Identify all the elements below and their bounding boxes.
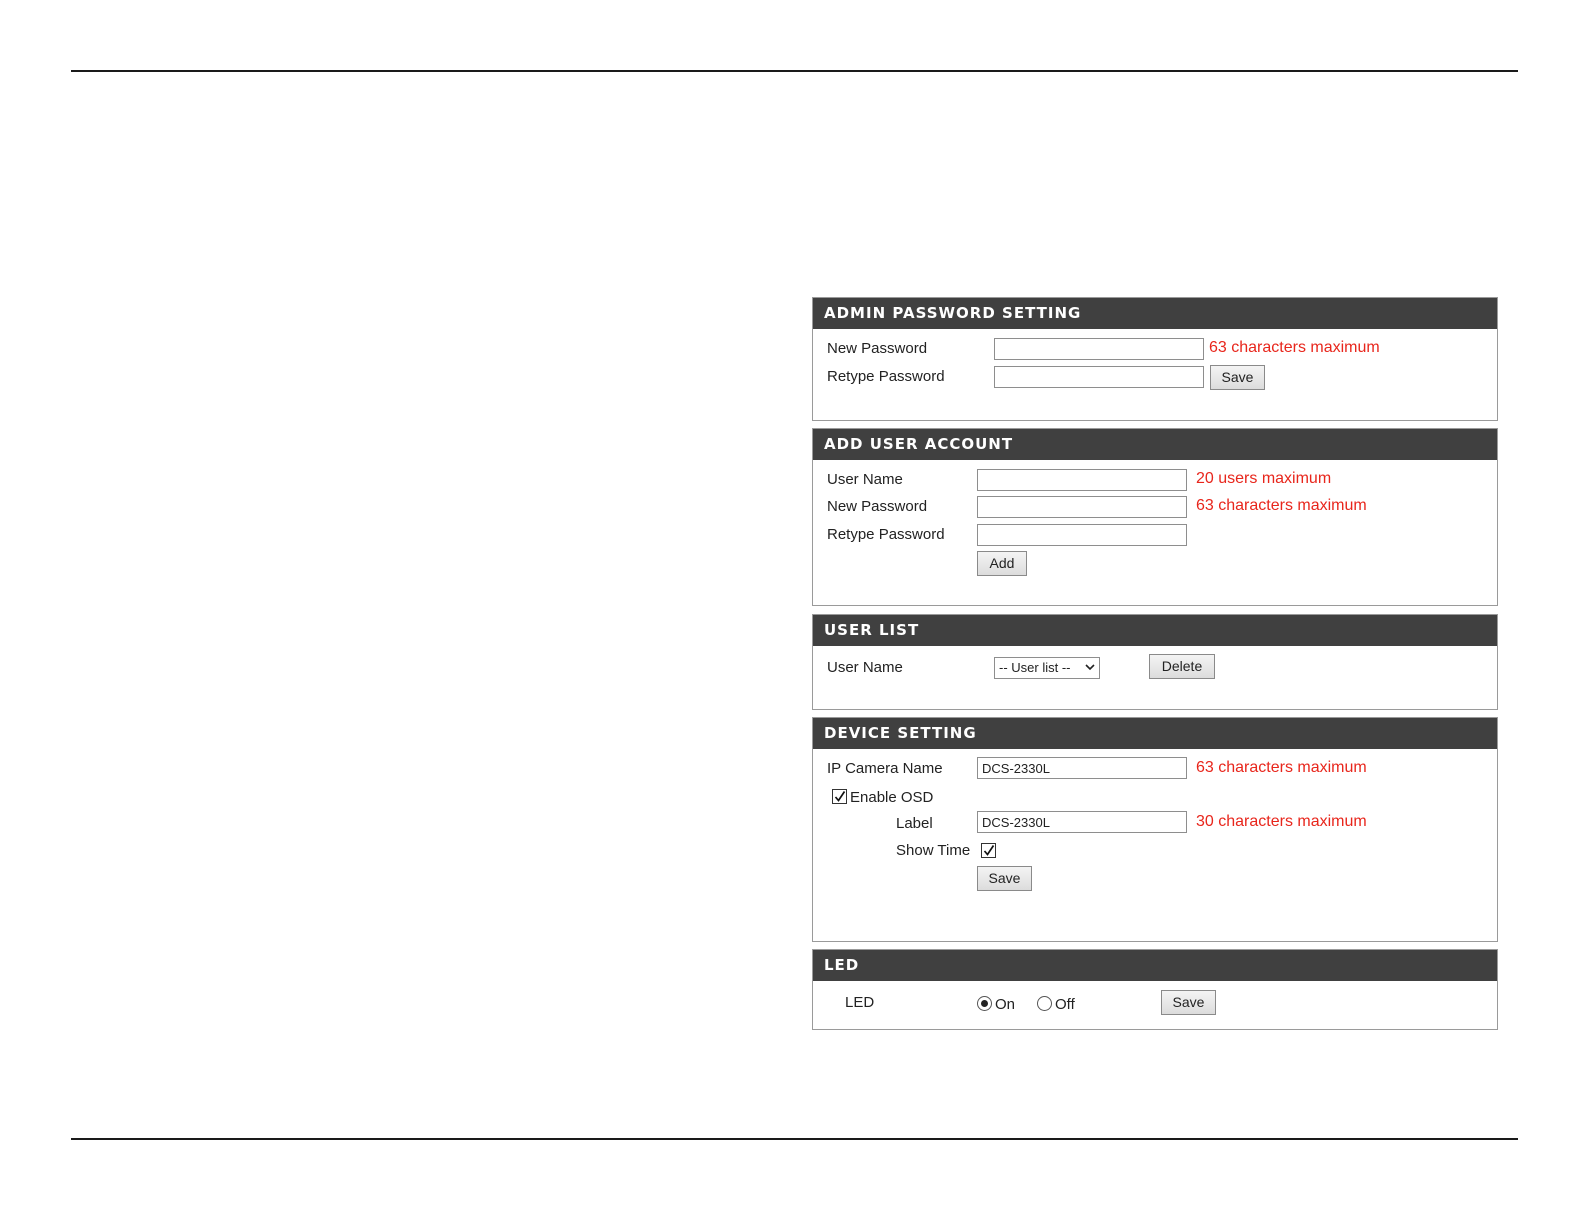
admin-retype-password-input[interactable] (994, 366, 1204, 388)
user-list-selected-value: -- User list -- (999, 660, 1071, 675)
admin-save-button[interactable]: Save (1210, 365, 1265, 390)
add-user-name-input[interactable] (977, 469, 1187, 491)
add-user-name-label: User Name (827, 471, 903, 488)
show-time-checkbox[interactable] (981, 843, 996, 858)
admin-new-password-label: New Password (827, 340, 928, 357)
device-save-button[interactable]: Save (977, 866, 1032, 891)
bottom-divider (71, 1138, 1518, 1140)
radio-selected-dot (981, 1000, 988, 1007)
checkmark-icon (834, 790, 846, 803)
led-panel (812, 949, 1498, 1030)
enable-osd-label: Enable OSD (850, 789, 934, 806)
admin-retype-password-label: Retype Password (827, 368, 945, 385)
admin-password-title: ADMIN PASSWORD SETTING (813, 298, 1497, 329)
led-label: LED (845, 994, 875, 1011)
admin-new-password-input[interactable] (994, 338, 1204, 360)
led-save-button[interactable]: Save (1161, 990, 1216, 1015)
camera-name-label: IP Camera Name (827, 760, 943, 777)
admin-password-hint: 63 characters maximum (1209, 339, 1380, 356)
admin-password-panel (812, 297, 1498, 421)
add-user-retype-password-input[interactable] (977, 524, 1187, 546)
device-setting-title: DEVICE SETTING (813, 718, 1497, 749)
show-time-label: Show Time (896, 842, 971, 859)
add-user-new-password-label: New Password (827, 498, 928, 515)
user-list-title: USER LIST (813, 615, 1497, 646)
chevron-down-icon (1085, 662, 1095, 672)
device-setting-panel (812, 717, 1498, 942)
osd-label-hint: 30 characters maximum (1196, 813, 1367, 830)
user-list-name-label: User Name (827, 659, 903, 676)
led-on-radio[interactable] (977, 996, 992, 1011)
add-user-button[interactable]: Add (977, 551, 1027, 576)
led-title: LED (813, 950, 1497, 981)
add-user-new-password-input[interactable] (977, 496, 1187, 518)
camera-name-input[interactable] (977, 757, 1187, 779)
osd-label-label: Label (896, 815, 933, 832)
enable-osd-checkbox[interactable] (832, 789, 847, 804)
user-list-panel (812, 614, 1498, 710)
top-divider (71, 70, 1518, 72)
led-on-label: On (995, 996, 1016, 1013)
led-off-label: Off (1055, 996, 1075, 1013)
led-off-radio[interactable] (1037, 996, 1052, 1011)
osd-label-input[interactable] (977, 811, 1187, 833)
add-user-password-hint: 63 characters maximum (1196, 497, 1367, 514)
add-user-retype-password-label: Retype Password (827, 526, 945, 543)
add-user-panel (812, 428, 1498, 606)
checkmark-icon (983, 844, 995, 857)
camera-name-hint: 63 characters maximum (1196, 759, 1367, 776)
add-user-title: ADD USER ACCOUNT (813, 429, 1497, 460)
delete-user-button[interactable]: Delete (1149, 654, 1215, 679)
add-user-limit-hint: 20 users maximum (1196, 470, 1332, 487)
user-list-select[interactable] (994, 657, 1100, 679)
